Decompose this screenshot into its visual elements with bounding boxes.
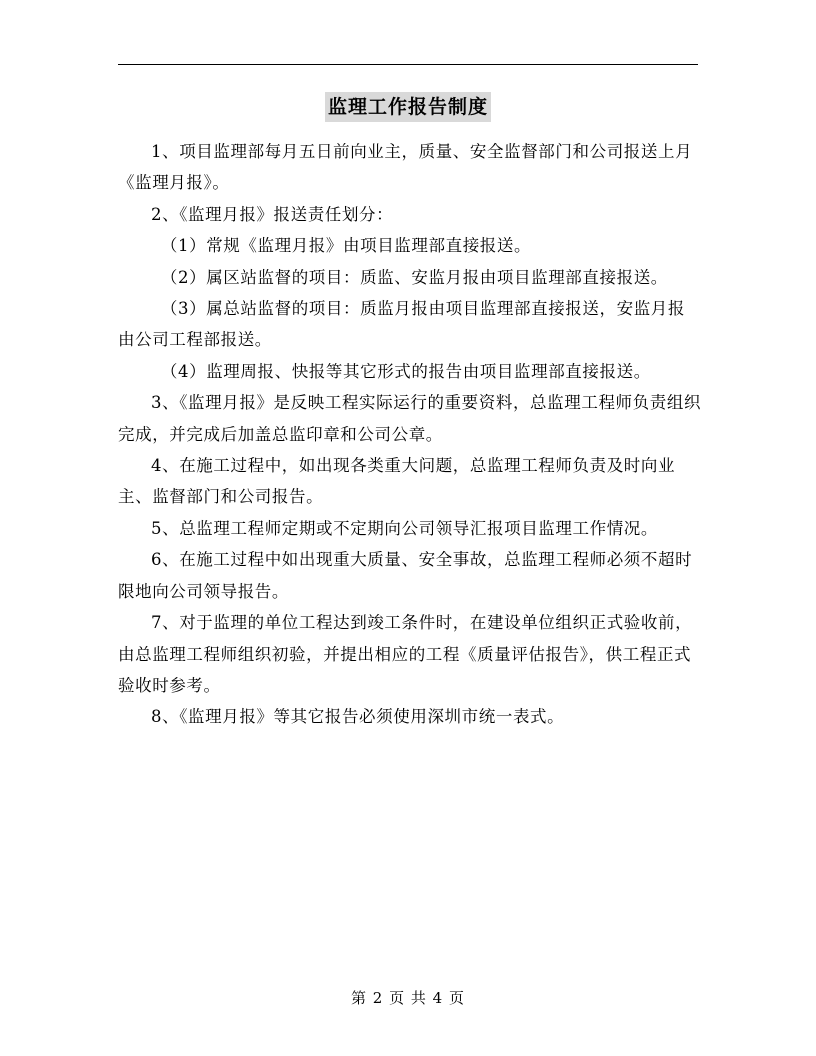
paragraph-7: 7、对于监理的单位工程达到竣工条件时，在建设单位组织正式验收前，由总监理工程师组织初验，并提出相应的工程《质量评估报告》，供工程正式验收时参考。 bbox=[118, 613, 693, 695]
paragraph-8: 8、《监理月报》等其它报告必须使用深圳市统一表式。 bbox=[151, 707, 565, 727]
document-title: 监理工作报告制度 bbox=[325, 92, 491, 122]
paragraph-5: 5、总监理工程师定期或不定期向公司领导汇报项目监理工作情况。 bbox=[151, 518, 658, 538]
paragraph-2-item-4: （4）监理周报、快报等其它形式的报告由项目监理部直接报送。 bbox=[160, 361, 651, 381]
paragraph-2-item-1: （1）常规《监理月报》由项目监理部直接报送。 bbox=[160, 236, 532, 256]
title-container bbox=[0, 92, 816, 122]
paragraph-3: 3、《监理月报》是反映工程实际运行的重要资料，总监理工程师负责组织完成，并完成后加盖总监印章和公司公章。 bbox=[118, 393, 702, 444]
page-number-label: 第 2 页 共 4 页 bbox=[351, 989, 465, 1007]
header-rule bbox=[118, 64, 698, 65]
paragraph-2-item-2: （2）属区站监督的项目：质监、安监月报由项目监理部直接报送。 bbox=[160, 267, 668, 287]
page-footer bbox=[0, 987, 816, 1008]
paragraph-4: 4、在施工过程中，如出现各类重大问题，总监理工程师负责及时向业主、监督部门和公司报告。 bbox=[118, 456, 676, 507]
paragraph-1: 1、项目监理部每月五日前向业主，质量、安全监督部门和公司报送上月《监理月报》。 bbox=[118, 142, 693, 193]
paragraph-6: 6、在施工过程中如出现重大质量、安全事故，总监理工程师必须不超时限地向公司领导报告。 bbox=[118, 550, 693, 601]
document-body bbox=[118, 136, 702, 733]
paragraph-2-item-3: （3）属总站监督的项目：质监月报由项目监理部直接报送，安监月报由公司工程部报送。 bbox=[118, 299, 685, 350]
paragraph-2: 2、《监理月报》报送责任划分： bbox=[151, 204, 394, 224]
